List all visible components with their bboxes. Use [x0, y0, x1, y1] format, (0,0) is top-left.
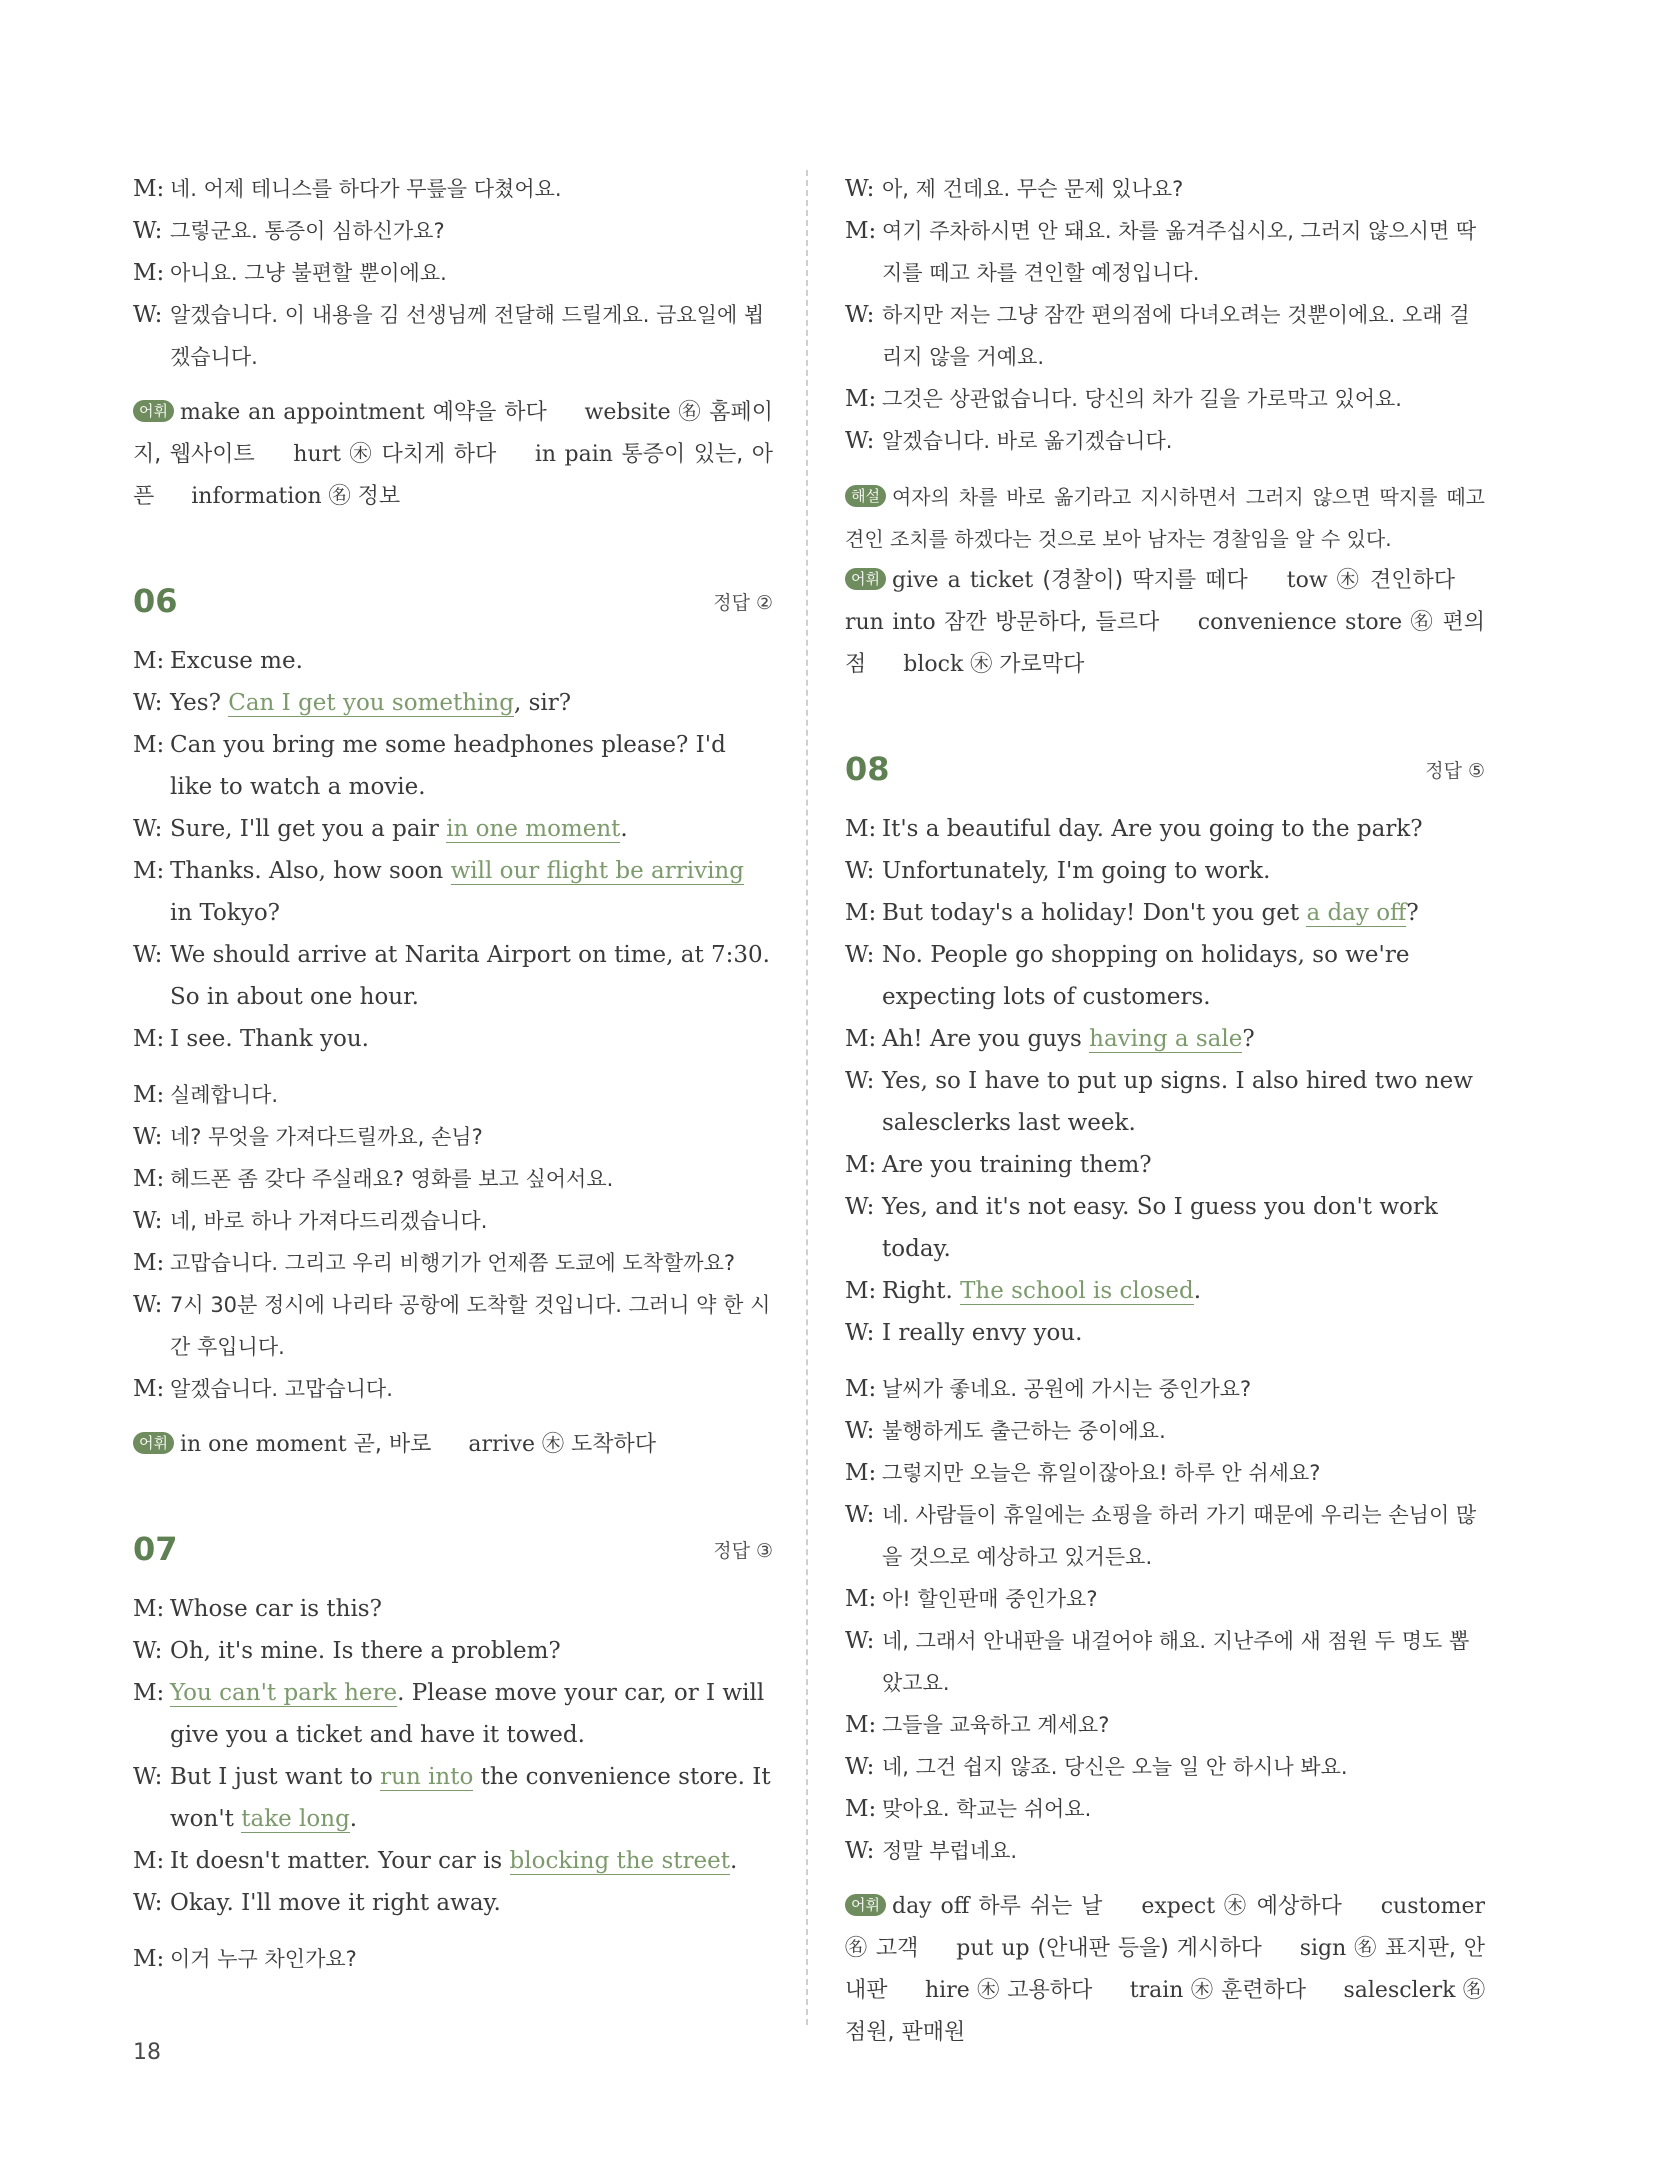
dialogue-text: Sure, I'll get you a pair: [170, 816, 447, 842]
page-number: 18: [133, 2040, 161, 2065]
answer-blank: take long: [241, 1806, 350, 1832]
vocab-badge: 어휘: [133, 1432, 174, 1454]
speaker-label: W:: [845, 428, 875, 454]
speaker-label: M:: [845, 1376, 877, 1402]
vocab-box: [845, 560, 1485, 686]
speaker-label: M:: [845, 1712, 877, 1738]
translation-line: [133, 1242, 773, 1284]
dialogue-line: [133, 808, 773, 850]
speaker-label: M:: [845, 1026, 877, 1052]
vocab-word: customer: [1380, 1894, 1485, 1919]
vocab-word: give a ticket: [891, 568, 1034, 593]
speaker-label: M:: [845, 1278, 877, 1304]
translation-text: 알겠습니다. 고맙습니다.: [170, 1377, 393, 1401]
dialogue-line: [845, 1144, 1485, 1186]
dialogue-line: [133, 1588, 773, 1630]
speaker-label: M:: [133, 648, 165, 674]
dialogue-text: It doesn't matter. Your car is: [170, 1848, 510, 1874]
vocab-term: [180, 400, 547, 425]
translation-text: 아, 제 건데요. 무슨 문제 있나요?: [882, 177, 1184, 201]
speaker-label: W:: [133, 1208, 163, 1234]
dialogue-text: Unfortunately, I'm going to work.: [882, 858, 1271, 884]
answer-blank: will our flight be arriving: [450, 858, 744, 884]
dialogue-line: [133, 1756, 773, 1840]
answer-blank: You can't park here: [170, 1680, 398, 1706]
translation-line: [845, 1578, 1485, 1620]
speaker-label: W:: [845, 942, 875, 968]
translation-line: [845, 1494, 1485, 1578]
translation-line: [133, 1074, 773, 1116]
dialogue-text: the convenience store. It won't: [170, 1764, 771, 1832]
dialogue-line: [845, 808, 1485, 850]
vocab-word: arrive: [468, 1432, 535, 1457]
translation-line: [133, 1284, 773, 1368]
vocab-meaning: ㊔ 표지판, 안내판: [845, 1936, 1486, 2003]
vocab-term: [892, 568, 1248, 593]
vocab-badge: 어휘: [845, 568, 886, 590]
vocab-meaning: ㊍ 다치게 하다: [349, 442, 497, 467]
vocab-term: [892, 1894, 1102, 1919]
dialogue-line: [133, 1840, 773, 1882]
korean-translation: [133, 1938, 773, 1980]
translation-text: 7시 30분 정시에 나리타 공항에 도착할 것입니다. 그러니 약 한 시간 후입니다.: [170, 1293, 771, 1359]
section-number: 08: [845, 750, 890, 788]
section-header: [845, 750, 1485, 808]
speaker-label: W:: [133, 690, 163, 716]
vocab-word: run into: [845, 610, 936, 635]
dialogue-text: .: [1193, 1278, 1202, 1304]
vocab-meaning: 예약을 하다: [432, 400, 547, 425]
translation-line: [133, 1116, 773, 1158]
speaker-label: M:: [845, 1152, 877, 1178]
translation-text: 네. 사람들이 휴일에는 쇼핑을 하러 가기 때문에 우리는 손님이 많을 것으로 예상하고 있거든요.: [882, 1503, 1477, 1569]
vocab-meaning: ㊍ 예상하다: [1223, 1894, 1342, 1919]
translation-line: [845, 1368, 1485, 1410]
korean-translation-continued: [133, 168, 773, 378]
speaker-label: M:: [133, 1680, 165, 1706]
dialogue-text: . Please move your car, or I will give you a ticket and have it towed.: [170, 1680, 765, 1748]
speaker-label: M:: [133, 1166, 165, 1192]
vocab-term: [191, 484, 400, 509]
section-number: 06: [133, 582, 178, 620]
speaker-label: W:: [845, 1838, 875, 1864]
translation-line: [133, 294, 773, 378]
vocab-word: in one moment: [179, 1432, 347, 1457]
speaker-label: W:: [845, 1418, 875, 1444]
translation-line: [133, 1368, 773, 1410]
dialogue-text: .: [620, 816, 628, 842]
speaker-label: W:: [133, 942, 163, 968]
speaker-label: M:: [845, 218, 877, 244]
translation-text: 그렇군요. 통증이 심하신가요?: [170, 219, 445, 243]
vocab-meaning: 곧, 바로: [353, 1432, 432, 1457]
vocab-term: [845, 610, 1159, 635]
dialogue-text: , sir?: [513, 690, 572, 716]
vocab-meaning: ㊍ 훈련하다: [1190, 1978, 1306, 2003]
korean-translation: [133, 1074, 773, 1410]
vocab-meaning: 하루 쉬는 날: [978, 1894, 1103, 1919]
dialogue-text: No. People go shopping on holidays, so we're expecting lots of customers.: [882, 942, 1410, 1010]
vocab-meaning: ㊔ 홈페이지, 웹사이트: [133, 400, 773, 467]
column-divider: [806, 170, 808, 2025]
speaker-label: M:: [845, 816, 877, 842]
vocab-word: sign: [1299, 1936, 1347, 1961]
vocab-term: [925, 1978, 1092, 2003]
vocab-box: [133, 392, 773, 518]
speaker-label: M:: [845, 900, 877, 926]
dialogue-line: [133, 724, 773, 808]
vocab-word: information: [191, 484, 322, 509]
vocab-term: [468, 1432, 656, 1457]
translation-line: [845, 420, 1485, 462]
speaker-label: M:: [133, 260, 165, 286]
vocab-word: day off: [891, 1894, 970, 1919]
speaker-label: W:: [845, 1068, 875, 1094]
translation-text: 아니요. 그냥 불편할 뿐이에요.: [170, 261, 447, 285]
speaker-label: M:: [845, 1460, 877, 1486]
speaker-label: W:: [845, 1320, 875, 1346]
translation-text: 고맙습니다. 그리고 우리 비행기가 언제쯤 도쿄에 도착할까요?: [170, 1251, 736, 1275]
section-number: 07: [133, 1530, 178, 1568]
translation-text: 그것은 상관없습니다. 당신의 차가 길을 가로막고 있어요.: [882, 387, 1402, 411]
translation-line: [845, 1704, 1485, 1746]
vocab-word: hurt: [293, 442, 341, 467]
dialogue-line: [845, 934, 1485, 1018]
answer-blank: a day off: [1306, 900, 1407, 926]
right-column: [845, 168, 1485, 2054]
translation-line: [133, 1200, 773, 1242]
dialogue-line: [133, 1018, 773, 1060]
answer-label: 정답 ⑤: [1425, 760, 1485, 782]
speaker-label: W:: [845, 176, 875, 202]
translation-line: [845, 1788, 1485, 1830]
speaker-label: W:: [133, 1764, 163, 1790]
speaker-label: W:: [845, 858, 875, 884]
speaker-label: M:: [845, 1796, 877, 1822]
dialogue-line: [133, 934, 773, 1018]
dialogue-text: But today's a holiday! Don't you get: [882, 900, 1307, 926]
dialogue-line: [845, 1186, 1485, 1270]
translation-line: [845, 1452, 1485, 1494]
vocab-meaning: ㊔ 정보: [328, 484, 401, 509]
dialogue-line: [845, 892, 1485, 934]
dialogue-text: .: [349, 1806, 358, 1832]
vocab-term: [293, 442, 496, 467]
translation-text: 네, 그래서 안내판을 내걸어야 해요. 지난주에 새 점원 두 명도 뽑았고요.: [882, 1629, 1470, 1695]
dialogue-text: Right.: [882, 1278, 961, 1304]
vocab-meaning: ㊔ 편의점: [845, 610, 1486, 677]
dialogue-text: Oh, it's mine. Is there a problem?: [170, 1638, 561, 1664]
translation-text: 헤드폰 좀 갖다 주실래요? 영화를 보고 싶어서요.: [170, 1167, 614, 1191]
translation-text: 날씨가 좋네요. 공원에 가시는 중인가요?: [882, 1377, 1252, 1401]
vocab-meaning: ㊍ 도착하다: [542, 1432, 657, 1457]
dialogue-text: I see. Thank you.: [170, 1026, 369, 1052]
translation-text: 이거 누구 차인가요?: [170, 1947, 357, 1971]
translation-line: [845, 1746, 1485, 1788]
translation-text: 불행하게도 출근하는 중이에요.: [882, 1419, 1166, 1443]
dialogue-text: Thanks. Also, how soon: [170, 858, 451, 884]
speaker-label: M:: [133, 1376, 165, 1402]
translation-text: 정말 부럽네요.: [882, 1839, 1018, 1863]
vocab-meaning: (안내판 등을) 게시하다: [1037, 1936, 1262, 1961]
dialogue-text: Whose car is this?: [170, 1596, 382, 1622]
speaker-label: W:: [845, 1194, 875, 1220]
dialogue-text: Ah! Are you guys: [882, 1026, 1090, 1052]
vocab-box: [133, 1424, 773, 1466]
translation-text: 네, 바로 하나 가져다드리겠습니다.: [170, 1209, 488, 1233]
vocab-term: [1130, 1978, 1306, 2003]
dialogue-text: But I just want to: [170, 1764, 381, 1790]
speaker-label: W:: [133, 218, 163, 244]
speaker-label: M:: [133, 1250, 165, 1276]
explanation-badge: 해설: [845, 485, 886, 507]
vocab-word: salesclerk: [1343, 1978, 1456, 2003]
speaker-label: M:: [133, 1848, 165, 1874]
vocab-term: [1141, 1894, 1341, 1919]
speaker-label: M:: [133, 1082, 165, 1108]
speaker-label: M:: [133, 176, 165, 202]
translation-line: [133, 252, 773, 294]
speaker-label: W:: [133, 1124, 163, 1150]
speaker-label: M:: [133, 1946, 165, 1972]
dialogue-line: [133, 1630, 773, 1672]
translation-line: [133, 1938, 773, 1980]
vocab-word: put up: [956, 1936, 1030, 1961]
vocab-word: tow: [1286, 568, 1328, 593]
speaker-label: W:: [133, 302, 163, 328]
answer-blank: Can I get you something: [228, 690, 514, 716]
dialogue-text: Okay. I'll move it right away.: [170, 1890, 501, 1916]
dialogue-line: [133, 850, 773, 934]
translation-text: 네? 무엇을 가져다드릴까요, 손님?: [170, 1125, 483, 1149]
speaker-label: W:: [133, 1292, 163, 1318]
speaker-label: M:: [845, 386, 877, 412]
translation-text: 아! 할인판매 중인가요?: [882, 1587, 1098, 1611]
vocab-term: [180, 1432, 431, 1457]
speaker-label: W:: [133, 1890, 163, 1916]
answer-blank: blocking the street: [509, 1848, 730, 1874]
explanation-text: 여자의 차를 바로 옮기라고 지시하면서 그러지 않으면 딱지를 떼고 견인 조치를 하겠다는 것으로 보아 남자는 경찰임을 알 수 있다.: [845, 485, 1485, 551]
translation-text: 알겠습니다. 바로 옮기겠습니다.: [882, 429, 1173, 453]
translation-text: 그렇지만 오늘은 휴일이잖아요! 하루 안 쉬세요?: [882, 1461, 1321, 1485]
translation-text: 여기 주차하시면 안 돼요. 차를 옮겨주십시오, 그러지 않으시면 딱지를 떼고 차를 견인할 예정입니다.: [882, 219, 1477, 285]
left-column: [133, 168, 773, 1980]
speaker-label: W:: [133, 1638, 163, 1664]
dialogue-text: It's a beautiful day. Are you going to the park?: [882, 816, 1423, 842]
dialogue-line: [133, 640, 773, 682]
speaker-label: W:: [845, 302, 875, 328]
dialogue-line: [133, 1672, 773, 1756]
translation-line: [845, 1410, 1485, 1452]
vocab-badge: 어휘: [133, 400, 174, 422]
translation-text: 맞아요. 학교는 쉬어요.: [882, 1797, 1092, 1821]
vocab-term: [1287, 568, 1455, 593]
dialogue-line: [845, 1312, 1485, 1354]
dialogue-text: Excuse me.: [170, 648, 303, 674]
translation-line: [845, 1620, 1485, 1704]
answer-blank: having a sale: [1089, 1026, 1243, 1052]
dialogue-text: Can you bring me some headphones please? I'd like to watch a movie.: [170, 732, 726, 800]
dialogue-line: [133, 682, 773, 724]
dialogue-line: [845, 1270, 1485, 1312]
translation-line: [845, 1830, 1485, 1872]
dialogue-line: [845, 1060, 1485, 1144]
dialogue-line: [845, 1018, 1485, 1060]
dialogue-line: [845, 850, 1485, 892]
dialogue-text: Yes, and it's not easy. So I guess you don't work today.: [882, 1194, 1438, 1262]
translation-line: [845, 168, 1485, 210]
speaker-label: M:: [133, 858, 165, 884]
translation-line: [845, 294, 1485, 378]
dialogue-text: Are you training them?: [882, 1152, 1152, 1178]
vocab-meaning: 통증이 있는, 아픈: [133, 442, 773, 509]
answer-blank: run into: [380, 1764, 474, 1790]
vocab-word: website: [584, 400, 671, 425]
translation-line: [845, 210, 1485, 294]
answer-label: 정답 ③: [713, 1540, 773, 1562]
vocab-meaning: ㊍ 가로막다: [970, 652, 1085, 677]
vocab-meaning: 잠깐 방문하다, 들르다: [944, 610, 1160, 635]
translation-line: [133, 168, 773, 210]
vocab-meaning: ㊔ 점원, 판매원: [845, 1978, 1485, 2045]
speaker-label: M:: [133, 732, 165, 758]
vocab-word: in pain: [534, 442, 613, 467]
english-script: [845, 808, 1485, 1354]
speaker-label: W:: [845, 1628, 875, 1654]
dialogue-text: ?: [1406, 900, 1419, 926]
translation-text: 그들을 교육하고 계세요?: [882, 1713, 1110, 1737]
korean-translation-continued: [845, 168, 1485, 462]
vocab-word: expect: [1141, 1894, 1216, 1919]
vocab-term: [956, 1936, 1262, 1961]
section-header: [133, 582, 773, 640]
speaker-label: M:: [845, 1586, 877, 1612]
dialogue-text: in Tokyo?: [170, 900, 280, 926]
vocab-term: [903, 652, 1084, 677]
speaker-label: W:: [845, 1754, 875, 1780]
english-script: [133, 640, 773, 1060]
vocab-meaning: ㊔ 고객: [845, 1936, 919, 1961]
dialogue-text: Yes, so I have to put up signs. I also hired two new salesclerks last week.: [882, 1068, 1473, 1136]
translation-text: 실례합니다.: [170, 1083, 279, 1107]
answer-label: 정답 ②: [713, 592, 773, 614]
section-header: [133, 1530, 773, 1588]
vocab-word: make an appointment: [179, 400, 425, 425]
dialogue-text: We should arrive at Narita Airport on time, at 7:30. So in about one hour.: [170, 942, 770, 1010]
dialogue-text: I really envy you.: [882, 1320, 1083, 1346]
vocab-meaning: ㊍ 견인하다: [1336, 568, 1455, 593]
english-script: [133, 1588, 773, 1924]
speaker-label: W:: [133, 816, 163, 842]
answer-blank: in one moment: [446, 816, 621, 842]
dialogue-text: .: [729, 1848, 738, 1874]
vocab-word: block: [903, 652, 964, 677]
speaker-label: W:: [845, 1502, 875, 1528]
dialogue-text: ?: [1242, 1026, 1255, 1052]
translation-line: [133, 1158, 773, 1200]
answer-blank: The school is closed: [960, 1278, 1194, 1304]
dialogue-line: [133, 1882, 773, 1924]
vocab-word: hire: [925, 1978, 970, 2003]
translation-line: [133, 210, 773, 252]
translation-text: 하지만 저는 그냥 잠깐 편의점에 다녀오려는 것뿐이에요. 오래 걸리지 않을 거예요.: [882, 303, 1470, 369]
vocab-word: train: [1129, 1978, 1184, 2003]
speaker-label: M:: [133, 1026, 165, 1052]
translation-text: 네, 그건 쉽지 않죠. 당신은 오늘 일 안 하시나 봐요.: [882, 1755, 1348, 1779]
dialogue-text: Yes?: [170, 690, 229, 716]
korean-translation: [845, 1368, 1485, 1872]
vocab-box: [845, 1886, 1485, 2054]
translation-text: 네. 어제 테니스를 하다가 무릎을 다쳤어요.: [170, 177, 562, 201]
explanation-box: [845, 476, 1485, 560]
vocab-word: convenience store: [1197, 610, 1403, 635]
speaker-label: M:: [133, 1596, 165, 1622]
translation-line: [845, 378, 1485, 420]
translation-text: 알겠습니다. 이 내용을 김 선생님께 전달해 드릴게요. 금요일에 뵙겠습니다.: [170, 303, 765, 369]
vocab-meaning: ㊍ 고용하다: [977, 1978, 1093, 2003]
vocab-badge: 어휘: [845, 1894, 886, 1916]
vocab-meaning: (경찰이) 딱지를 떼다: [1042, 568, 1248, 593]
